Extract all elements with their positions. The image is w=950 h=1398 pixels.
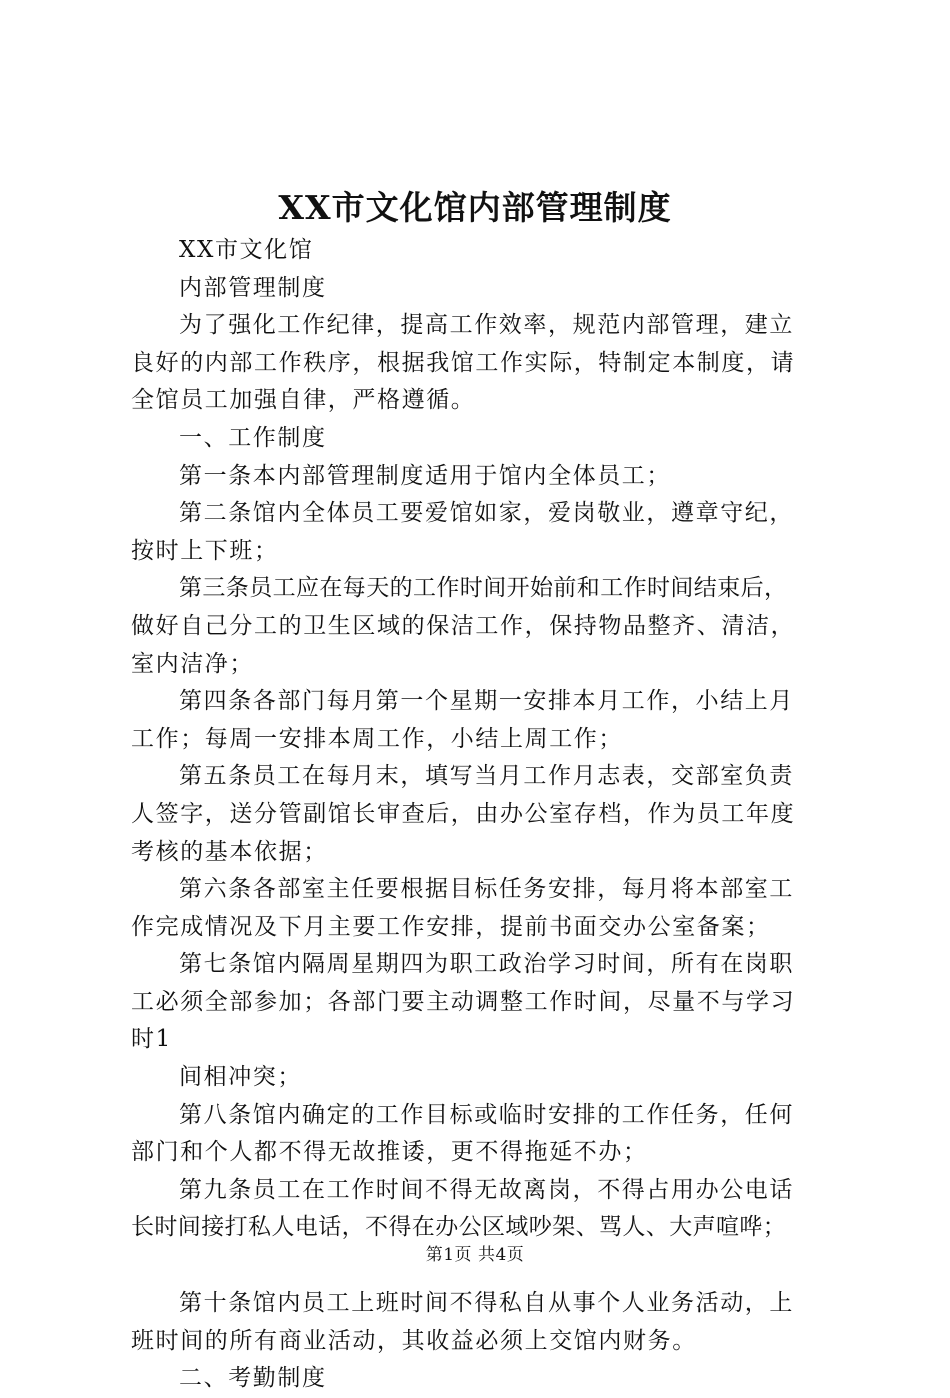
paragraph-line: 良好的内部工作秩序，根据我馆工作实际，特制定本制度，请 [131,349,796,376]
section-heading: 一、工作制度 [179,424,327,451]
paragraph-line: 第十条馆内员工上班时间不得私自从事个人业务活动，上 [179,1290,794,1317]
paragraph-line: 第九条员工在工作时间不得无故离岗，不得占用办公电话 [179,1176,794,1203]
paragraph-line: 人签字，送分管副馆长审查后，由办公室存档，作为员工年度 [131,800,796,827]
paragraph-line: 室内洁净； [131,650,254,677]
paragraph-line: 间相冲突； [179,1064,302,1091]
paragraph-line: 第八条馆内确定的工作目标或临时安排的工作任务，任何 [179,1101,794,1128]
paragraph-line: 第五条员工在每月末，填写当月工作月志表，交部室负责 [179,763,794,790]
paragraph-line: 第三条员工应在每天的工作时间开始前和工作时间结束后， [179,575,788,602]
paragraph-line: 第四条各部门每月第一个星期一安排本月工作，小结上月 [179,688,794,715]
paragraph-line: 时1 [131,1026,172,1053]
paragraph-line: 第七条馆内隔周星期四为职工政治学习时间，所有在岗职 [179,951,794,978]
paragraph-line: 第二条馆内全体员工要爱馆如家，爱岗敬业，遵章守纪， [179,500,794,527]
paragraph-line: 内部管理制度 [179,274,327,301]
paragraph-line: 班时间的所有商业活动，其收益必须上交馆内财务。 [131,1327,697,1354]
page-number-footer: 第1页 共4页 [425,1245,525,1265]
paragraph-line: 长时间接打私人电话，不得在办公区域吵架、骂人、大声喧哗； [131,1214,787,1241]
paragraph-line: 考核的基本依据； [131,838,328,865]
paragraph-line: 做好自己分工的卫生区域的保洁工作，保持物品整齐、清洁， [131,612,796,639]
paragraph-line: 部门和个人都不得无故推诿，更不得拖延不办； [131,1139,648,1166]
section-heading: 二、考勤制度 [179,1365,327,1392]
paragraph-line: 按时上下班； [131,537,279,564]
paragraph-line: 工作；每周一安排本周工作，小结上周工作； [131,725,623,752]
paragraph-line: XX市文化馆 [179,237,314,263]
paragraph-line: 作完成情况及下月主要工作安排，提前书面交办公室备案； [131,913,771,940]
paragraph-line: 第六条各部室主任要根据目标任务安排，每月将本部室工 [179,876,794,903]
paragraph-line: 第一条本内部管理制度适用于馆内全体员工； [179,462,671,489]
paragraph-line: 为了强化工作纪律，提高工作效率，规范内部管理，建立 [179,312,794,339]
document-title: XX市文化馆内部管理制度 [278,188,672,227]
document-body [131,232,841,1398]
paragraph-line: 工必须全部参加；各部门要主动调整工作时间，尽量不与学习 [131,988,796,1015]
paragraph-line: 全馆员工加强自律，严格遵循。 [131,387,476,414]
